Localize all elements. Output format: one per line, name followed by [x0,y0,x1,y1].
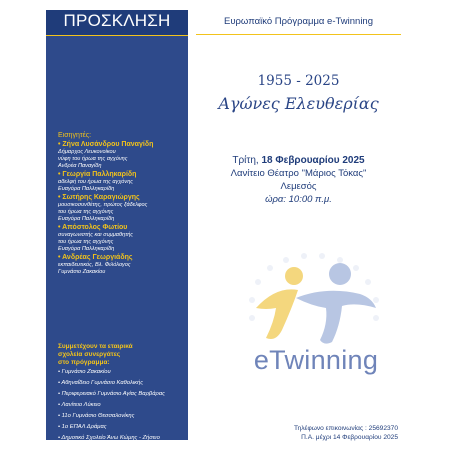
speaker-description: Ευαγόρα Παλληκαρίδη [58,186,115,192]
event-time: ώρα: 10:00 π.μ. [265,194,332,205]
school-item: • Δημοτικό Σχολείο Άνω Κώμης - Ζήσειο [58,435,160,441]
invitation-title: ΠΡΟΣΚΛΗΣΗ [63,11,171,30]
speaker-description: του ήρωα της αγχόνης [58,209,114,215]
speaker-description: Ανδρέα Παναγίδη [58,163,102,169]
left-panel [46,10,188,440]
program-name: Ευρωπαϊκό Πρόγραμμα e-Twinning [223,16,373,27]
speaker-name: • Γεωργία Παλληκαρίδη [58,171,137,178]
speaker-description: Ευαγόρα Παλληκαρίδη [58,246,115,252]
etwinning-logo-text: eTwinning [253,345,379,375]
speaker-description: Γυμνάσιο Ζακακίου [58,269,106,275]
school-item: • Αθηναΐδειο Γυμνάσιο Καθολικής [58,380,144,386]
anniversary-years: 1955 - 2025 [257,73,340,89]
speaker-item [58,141,186,170]
event-date: 18 Φεβρουαρίου 2025 [261,155,365,166]
speaker-item [58,194,186,223]
speaker-item [58,254,186,276]
school-item: • Περιφερειακό Γυμνάσιο Αγίας Βαρβάρας [58,391,165,397]
event-headline: Αγώνες Ελευθερίας [218,94,379,113]
speaker-name: • Ζήνα Λυσάνδρου Παναγίδη [58,141,154,148]
speaker-description: συναγωνιστής και συμμαθητής [58,232,134,238]
school-item: • Γυμνάσιο Ζακακίου [58,369,111,375]
event-city: Λεμεσός [280,181,317,192]
speaker-description: του ήρωα της αγχόνης [58,239,114,245]
rsvp-deadline: Π.Α. μέχρι 14 Φεβρουαρίου 2025 [301,434,398,441]
contact-phone: Τηλέφωνο επικοινωνίας : 25692370 [294,425,398,432]
event-date-line [196,154,401,167]
school-item: • 11ο Γυμνάσιο Θεσσαλονίκης [58,413,135,419]
event-venue: Λανίτειο Θέατρο "Μάριος Τόκας" [230,168,367,179]
invitation-title-box [46,10,188,36]
speaker-name: • Ανδρέας Γεωργιάδης [58,254,133,261]
speakers-list [58,132,186,277]
speaker-description: νύφη του ήρωα της αγχόνης [58,156,128,162]
schools-heading: σχολεία συνεργάτες [58,351,121,358]
event-details [196,154,401,206]
speaker-description: Δήμαρχος Λευκονοίκου [58,149,116,155]
schools-heading: στο πρόγραμμα: [58,359,110,366]
speaker-name: • Απόστολος Φωτίου [58,224,128,231]
speaker-description: αδελφή του ήρωα της αγχόνης [58,179,134,185]
speakers-heading: Εισηγητές: [58,132,92,139]
speaker-description: μουσικοσυνθέτης, πρώτος ξάδελφος [58,202,148,208]
speaker-item [58,171,186,193]
school-item: • 1ο ΕΠΑΛ Δράμας [58,424,107,430]
school-item: • Λανίτειο Λύκειο [58,402,101,408]
schools-heading: Συμμετέχουν τα εταιρικά [58,343,133,350]
invitation-page [46,10,403,440]
speaker-item [58,224,186,253]
schools-list [58,343,186,444]
event-day: Τρίτη, [232,155,259,166]
speaker-description: Ευαγόρα Παλληκαρίδη [58,216,115,222]
speaker-name: • Σωτήρης Καραγιώργης [58,194,140,201]
speaker-description: εκπαιδευτικός, Βλ. Φιλόλογος [58,262,131,268]
header-divider [196,34,401,35]
contact-info [196,424,398,442]
